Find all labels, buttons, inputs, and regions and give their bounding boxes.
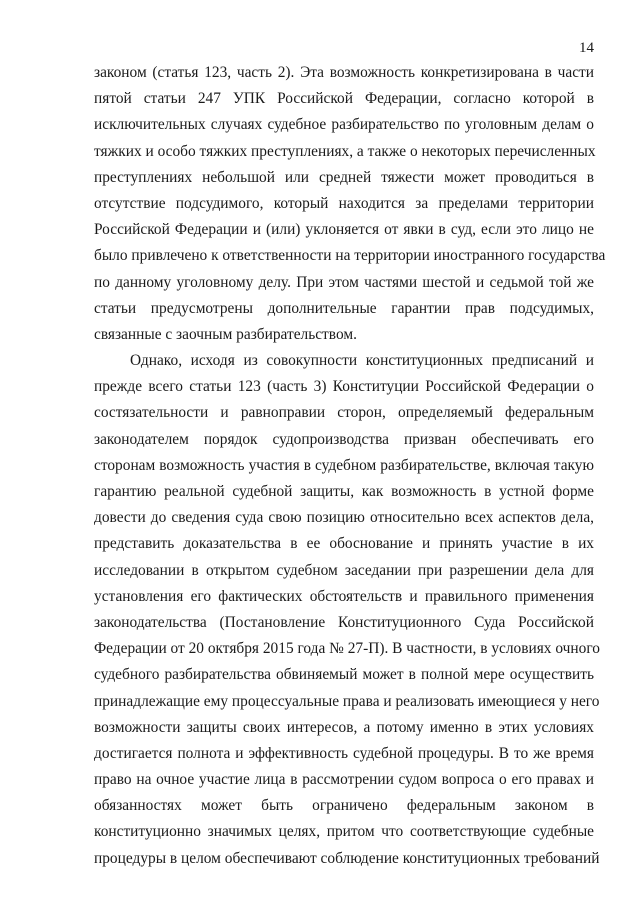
text-line: установления его фактических обстоятельств и правильного применения <box>94 587 594 605</box>
text-line: Федерации от 20 октября 2015 года № 27-П). В частности, в условиях очного <box>94 640 600 658</box>
document-body <box>94 60 606 872</box>
text-line: возможности защиты своих интересов, а потому именно в этих условиях <box>94 718 594 736</box>
page-number: 14 <box>579 40 594 56</box>
text-line: пятой статьи 247 УПК Российской Федерации, согласно которой в <box>94 90 594 108</box>
text-line: обязанностях может быть ограничено федеральным законом в <box>94 797 594 815</box>
text-line: представить доказательства в ее обоснование и принять участие в их <box>94 535 594 553</box>
text-line: было привлечено к ответственности на территории иностранного государства <box>94 247 606 265</box>
text-line: сторонам возможность участия в судебном разбирательстве, включая такую <box>94 456 594 474</box>
text-line: конституционно значимых целях, притом что соответствующие судебные <box>94 823 594 841</box>
text-line: тяжких и особо тяжких преступлениях, а также о некоторых перечисленных <box>94 142 596 160</box>
paragraph-2 <box>94 348 600 872</box>
text-line: судебного разбирательства обвиняемый может в полной мере осуществить <box>94 666 594 684</box>
text-line: связанные с заочным разбирательством. <box>94 325 357 343</box>
text-line: гарантию реальной судебной защиты, как возможность в устной форме <box>94 483 594 500</box>
text-line: исследовании в открытом судебном заседании при разрешении дела для <box>94 561 594 579</box>
text-line: довести до сведения суда свою позицию относительно всех аспектов дела, <box>94 509 594 527</box>
text-line: преступлениях небольшой или средней тяжести может проводиться в <box>94 168 594 186</box>
text-line: право на очное участие лица в рассмотрении судом вопроса о его правах и <box>94 771 594 789</box>
text-line: принадлежащие ему процессуальные права и реализовать имеющиеся у него <box>94 692 600 710</box>
text-line: законодателем порядок судопроизводства призван обеспечивать его <box>94 430 594 448</box>
text-line: статьи предусмотрены дополнительные гарантии прав подсудимых, <box>94 299 594 317</box>
text-line: достигается полнота и эффективность судебной процедуры. В то же время <box>94 744 594 762</box>
text-line: отсутствие подсудимого, который находится за пределами территории <box>94 194 594 212</box>
text-line: по данному уголовному делу. При этом частями шестой и седьмой той же <box>94 273 594 291</box>
text-line: Однако, исходя из совокупности конституционных предписаний и <box>130 352 594 370</box>
text-line: Российской Федерации и (или) уклоняется от явки в суд, если это лицо не <box>94 221 594 239</box>
text-line: прежде всего статьи 123 (часть 3) Конституции Российской Федерации о <box>94 378 594 396</box>
text-line: состязательности и равноправии сторон, определяемый федеральным <box>94 404 594 422</box>
text-line: законом (статья 123, часть 2). Эта возможность конкретизирована в части <box>94 64 594 81</box>
text-line: исключительных случаях судебное разбирательство по уголовным делам о <box>94 116 594 134</box>
paragraph-1 <box>94 60 606 348</box>
text-line: процедуры в целом обеспечивают соблюдение конституционных требований <box>94 849 600 867</box>
text-line: законодательства (Постановление Конституционного Суда Российской <box>94 613 594 631</box>
